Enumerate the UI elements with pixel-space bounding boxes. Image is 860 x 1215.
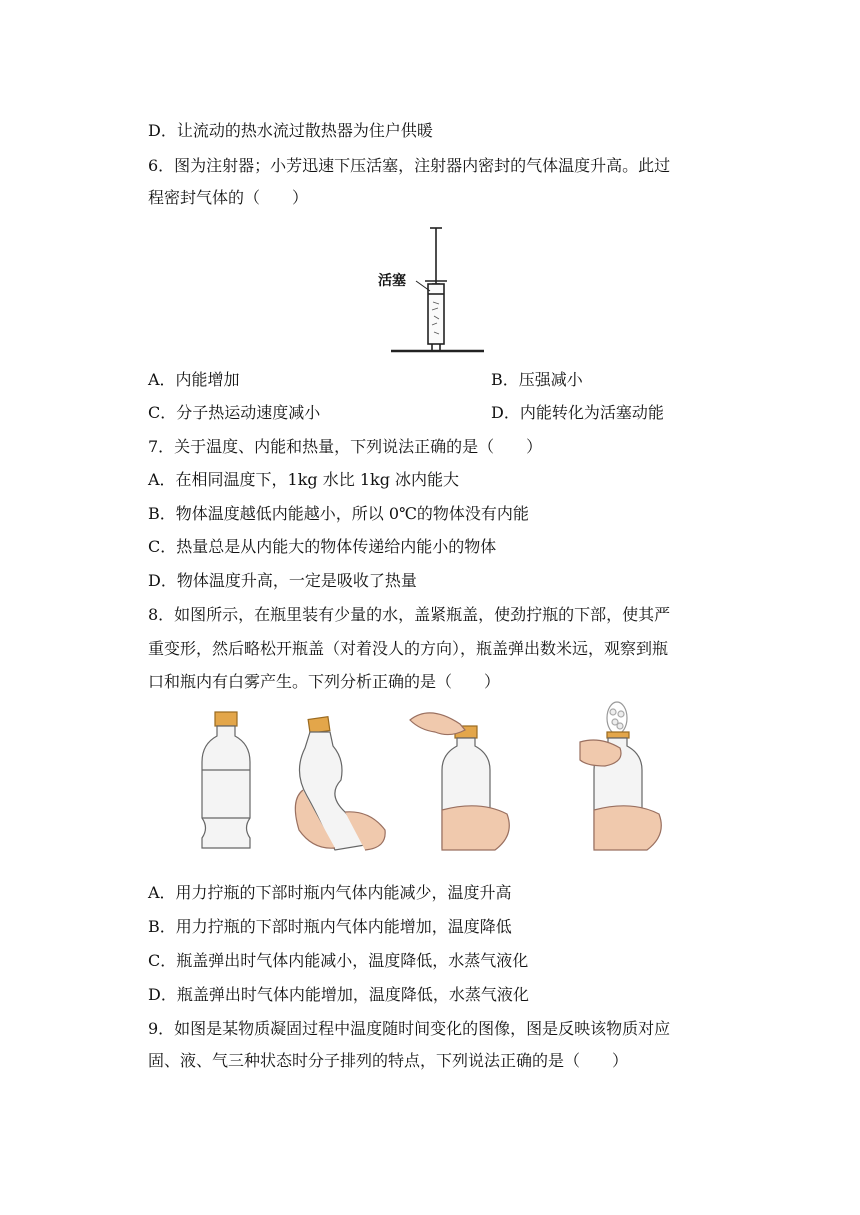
q8-stem-line1: 8．如图所示，在瓶里装有少量的水，盖紧瓶盖，使劲拧瓶的下部，使其严 <box>148 605 671 624</box>
bottle-4 <box>580 702 661 850</box>
q8-option-c: C．瓶盖弹出时气体内能减小，温度降低，水蒸气液化 <box>148 951 529 970</box>
bottle-1 <box>202 712 250 848</box>
q6-stem-line1: 6．图为注射器；小芳迅速下压活塞，注射器内密封的气体温度升高。此过 <box>148 156 671 175</box>
q8-option-d: D．瓶盖弹出时气体内能增加，温度降低，水蒸气液化 <box>148 985 529 1004</box>
q6-option-d: D．内能转化为活塞动能 <box>491 403 664 422</box>
q5-option-d: D．让流动的热水流过散热器为住户供暖 <box>148 121 433 140</box>
q7-option-c: C．热量总是从内能大的物体传递给内能小的物体 <box>148 537 497 556</box>
q8-option-a: A．用力拧瓶的下部时瓶内气体内能减少，温度升高 <box>148 883 512 902</box>
q6-option-b: B．压强减小 <box>491 370 583 389</box>
q6-stem-line2: 程密封气体的（ ） <box>148 188 309 207</box>
syringe-label: 活塞 <box>378 273 406 289</box>
bottle-3 <box>410 713 509 850</box>
q7-stem: 7．关于温度、内能和热量，下列说法正确的是（ ） <box>148 437 543 456</box>
bottle-2 <box>295 717 385 850</box>
q8-stem-line2: 重变形，然后略松开瓶盖（对着没人的方向），瓶盖弹出数米远，观察到瓶 <box>148 639 669 658</box>
q7-option-d: D．物体温度升高，一定是吸收了热量 <box>148 571 417 590</box>
q6-option-a: A．内能增加 <box>148 370 240 389</box>
q9-stem-line2: 固、液、气三种状态时分子排列的特点，下列说法正确的是（ ） <box>148 1051 629 1070</box>
q7-option-a: A．在相同温度下，1kg 水比 1kg 冰内能大 <box>148 470 460 489</box>
q7-option-b: B．物体温度越低内能越小，所以 0℃的物体没有内能 <box>148 504 529 523</box>
q8-option-b: B．用力拧瓶的下部时瓶内气体内能增加，温度降低 <box>148 917 512 936</box>
q6-option-c: C．分子热运动速度减小 <box>148 403 321 422</box>
q8-stem-line3: 口和瓶内有白雾产生。下列分析正确的是（ ） <box>148 672 501 691</box>
q9-stem-line1: 9．如图是某物质凝固过程中温度随时间变化的图像，图是反映该物质对应 <box>148 1019 671 1038</box>
syringe-figure <box>376 226 486 356</box>
bottle-sequence-figure <box>195 700 675 860</box>
